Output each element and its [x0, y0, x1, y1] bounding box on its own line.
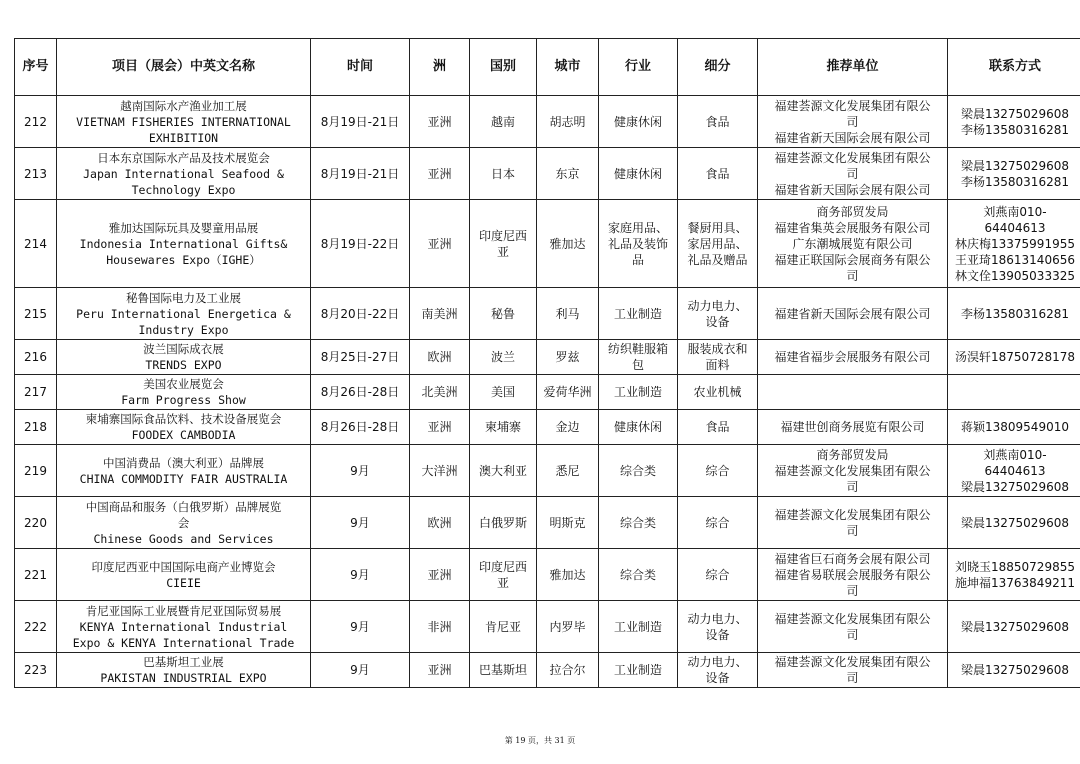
- cell-continent: 北美洲: [410, 375, 470, 410]
- cell-industry: 健康休闲: [599, 96, 678, 148]
- cell-time: 8月19日-21日: [311, 96, 410, 148]
- cell-contact: 梁晨13275029608 李杨13580316281: [948, 148, 1080, 200]
- cell-time: 8月25日-27日: [311, 340, 410, 375]
- cell-time: 9月: [311, 653, 410, 688]
- cell-industry: 纺织鞋服箱 包: [599, 340, 678, 375]
- cell-sub: 综合: [678, 445, 758, 497]
- cell-no: 215: [15, 288, 57, 340]
- cell-industry: 工业制造: [599, 601, 678, 653]
- cell-unit: 福建省新天国际会展有限公司: [758, 288, 948, 340]
- table-header-row: [15, 39, 1080, 96]
- header-col-country: 国别: [470, 39, 537, 96]
- cell-country: 印度尼西 亚: [470, 200, 537, 288]
- header-col-contact: 联系方式: [948, 39, 1080, 96]
- cell-name: 秘鲁国际电力及工业展 Peru International Energetica & Industry Expo: [57, 288, 311, 340]
- cell-name: 中国消费品（澳大利亚）品牌展 CHINA COMMODITY FAIR AUSTRALIA: [57, 445, 311, 497]
- cell-city: 爱荷华洲: [537, 375, 599, 410]
- cell-contact: 梁晨13275029608: [948, 653, 1080, 688]
- cell-name: 肯尼亚国际工业展暨肯尼亚国际贸易展 KENYA International Industrial Expo & KENYA International Trade: [57, 601, 311, 653]
- cell-country: 柬埔寨: [470, 410, 537, 445]
- cell-continent: 欧洲: [410, 340, 470, 375]
- cell-industry: 工业制造: [599, 375, 678, 410]
- cell-time: 8月20日-22日: [311, 288, 410, 340]
- cell-unit: 福建荟源文化发展集团有限公 司: [758, 601, 948, 653]
- cell-country: 美国: [470, 375, 537, 410]
- table-row: [15, 200, 1080, 288]
- cell-time: 9月: [311, 601, 410, 653]
- cell-contact: 汤淏轩18750728178: [948, 340, 1080, 375]
- cell-continent: 亚洲: [410, 653, 470, 688]
- exhibition-table: [14, 38, 1080, 688]
- cell-name: 越南国际水产渔业加工展 VIETNAM FISHERIES INTERNATIONAL EXHIBITION: [57, 96, 311, 148]
- cell-contact: [948, 375, 1080, 410]
- table-row: [15, 445, 1080, 497]
- cell-sub: 动力电力、 设备: [678, 653, 758, 688]
- cell-no: 213: [15, 148, 57, 200]
- cell-time: 8月19日-21日: [311, 148, 410, 200]
- cell-city: 拉合尔: [537, 653, 599, 688]
- cell-country: 秘鲁: [470, 288, 537, 340]
- header-col-sub: 细分: [678, 39, 758, 96]
- table-row: [15, 601, 1080, 653]
- cell-country: 越南: [470, 96, 537, 148]
- cell-country: 波兰: [470, 340, 537, 375]
- cell-contact: 刘燕南010- 64404613 梁晨13275029608: [948, 445, 1080, 497]
- cell-unit: 福建荟源文化发展集团有限公 司: [758, 497, 948, 549]
- cell-unit: 商务部贸发局 福建荟源文化发展集团有限公 司: [758, 445, 948, 497]
- cell-name: 美国农业展览会 Farm Progress Show: [57, 375, 311, 410]
- cell-sub: 农业机械: [678, 375, 758, 410]
- cell-country: 白俄罗斯: [470, 497, 537, 549]
- cell-industry: 家庭用品、 礼品及装饰 品: [599, 200, 678, 288]
- cell-sub: 动力电力、 设备: [678, 288, 758, 340]
- table-row: [15, 340, 1080, 375]
- cell-sub: 食品: [678, 148, 758, 200]
- cell-unit: 福建省福步会展服务有限公司: [758, 340, 948, 375]
- cell-time: 9月: [311, 497, 410, 549]
- cell-country: 肯尼亚: [470, 601, 537, 653]
- cell-continent: 亚洲: [410, 410, 470, 445]
- cell-no: 212: [15, 96, 57, 148]
- cell-no: 218: [15, 410, 57, 445]
- table-row: [15, 549, 1080, 601]
- cell-city: 金边: [537, 410, 599, 445]
- cell-city: 东京: [537, 148, 599, 200]
- cell-city: 罗兹: [537, 340, 599, 375]
- cell-contact: 梁晨13275029608 李杨13580316281: [948, 96, 1080, 148]
- page-footer: 第 19 页，共 31 页: [504, 736, 576, 745]
- cell-time: 8月26日-28日: [311, 410, 410, 445]
- cell-name: 波兰国际成衣展 TRENDS EXPO: [57, 340, 311, 375]
- cell-unit: 商务部贸发局 福建省集英会展服务有限公司 广东潮城展览有限公司 福建正联国际会展商务有限公 司: [758, 200, 948, 288]
- cell-unit: 福建荟源文化发展集团有限公 司: [758, 653, 948, 688]
- cell-no: 217: [15, 375, 57, 410]
- table-row: [15, 148, 1080, 200]
- table-row: [15, 410, 1080, 445]
- cell-contact: 刘燕南010- 64404613 林庆梅13375991955 王亚琦18613140656 林文佺13905033325: [948, 200, 1080, 288]
- cell-contact: 梁晨13275029608: [948, 497, 1080, 549]
- cell-city: 悉尼: [537, 445, 599, 497]
- cell-country: 巴基斯坦: [470, 653, 537, 688]
- cell-city: 雅加达: [537, 549, 599, 601]
- cell-sub: 综合: [678, 549, 758, 601]
- cell-no: 221: [15, 549, 57, 601]
- cell-continent: 亚洲: [410, 200, 470, 288]
- cell-city: 胡志明: [537, 96, 599, 148]
- cell-unit: 福建世创商务展览有限公司: [758, 410, 948, 445]
- cell-country: 澳大利亚: [470, 445, 537, 497]
- cell-sub: 综合: [678, 497, 758, 549]
- header-col-city: 城市: [537, 39, 599, 96]
- cell-industry: 工业制造: [599, 653, 678, 688]
- cell-industry: 健康休闲: [599, 410, 678, 445]
- cell-no: 220: [15, 497, 57, 549]
- cell-continent: 南美洲: [410, 288, 470, 340]
- cell-country: 日本: [470, 148, 537, 200]
- cell-no: 222: [15, 601, 57, 653]
- cell-contact: 蒋颖13809549010: [948, 410, 1080, 445]
- header-col-unit: 推荐单位: [758, 39, 948, 96]
- cell-continent: 亚洲: [410, 549, 470, 601]
- cell-sub: 服装成衣和 面料: [678, 340, 758, 375]
- cell-time: 8月19日-22日: [311, 200, 410, 288]
- table-row: [15, 96, 1080, 148]
- cell-sub: 动力电力、 设备: [678, 601, 758, 653]
- cell-city: 明斯克: [537, 497, 599, 549]
- cell-name: 雅加达国际玩具及婴童用品展 Indonesia International Gifts& Housewares Expo（IGHE）: [57, 200, 311, 288]
- cell-sub: 食品: [678, 410, 758, 445]
- table-body: [15, 96, 1080, 688]
- cell-time: 9月: [311, 549, 410, 601]
- cell-no: 223: [15, 653, 57, 688]
- cell-continent: 大洋洲: [410, 445, 470, 497]
- table-row: [15, 653, 1080, 688]
- cell-name: 日本东京国际水产品及技术展览会 Japan International Seafood & Technology Expo: [57, 148, 311, 200]
- cell-name: 印度尼西亚中国国际电商产业博览会 CIEIE: [57, 549, 311, 601]
- cell-name: 巴基斯坦工业展 PAKISTAN INDUSTRIAL EXPO: [57, 653, 311, 688]
- cell-no: 214: [15, 200, 57, 288]
- table-row: [15, 288, 1080, 340]
- header-col-time: 时间: [311, 39, 410, 96]
- cell-city: 利马: [537, 288, 599, 340]
- cell-name: 中国商品和服务（白俄罗斯）品牌展览 会 Chinese Goods and Services: [57, 497, 311, 549]
- cell-continent: 欧洲: [410, 497, 470, 549]
- cell-unit: 福建荟源文化发展集团有限公 司 福建省新天国际会展有限公司: [758, 96, 948, 148]
- cell-industry: 工业制造: [599, 288, 678, 340]
- cell-contact: 李杨13580316281: [948, 288, 1080, 340]
- cell-city: 内罗毕: [537, 601, 599, 653]
- cell-industry: 健康休闲: [599, 148, 678, 200]
- header-col-continent: 洲: [410, 39, 470, 96]
- header-col-industry: 行业: [599, 39, 678, 96]
- cell-continent: 非洲: [410, 601, 470, 653]
- cell-no: 219: [15, 445, 57, 497]
- cell-time: 8月26日-28日: [311, 375, 410, 410]
- cell-sub: 餐厨用具、 家居用品、 礼品及赠品: [678, 200, 758, 288]
- cell-unit: [758, 375, 948, 410]
- cell-industry: 综合类: [599, 497, 678, 549]
- cell-time: 9月: [311, 445, 410, 497]
- cell-industry: 综合类: [599, 549, 678, 601]
- cell-sub: 食品: [678, 96, 758, 148]
- cell-industry: 综合类: [599, 445, 678, 497]
- cell-contact: 梁晨13275029608: [948, 601, 1080, 653]
- table-row: [15, 375, 1080, 410]
- cell-continent: 亚洲: [410, 148, 470, 200]
- cell-country: 印度尼西 亚: [470, 549, 537, 601]
- header-col-name: 项目（展会）中英文名称: [57, 39, 311, 96]
- cell-no: 216: [15, 340, 57, 375]
- cell-continent: 亚洲: [410, 96, 470, 148]
- cell-unit: 福建荟源文化发展集团有限公 司 福建省新天国际会展有限公司: [758, 148, 948, 200]
- cell-contact: 刘晓玉18850729855 施坤福13763849211: [948, 549, 1080, 601]
- cell-name: 柬埔寨国际食品饮料、技术设备展览会 FOODEX CAMBODIA: [57, 410, 311, 445]
- header-col-no: 序号: [15, 39, 57, 96]
- cell-city: 雅加达: [537, 200, 599, 288]
- table-row: [15, 497, 1080, 549]
- cell-unit: 福建省巨石商务会展有限公司 福建省易联展会展服务有限公 司: [758, 549, 948, 601]
